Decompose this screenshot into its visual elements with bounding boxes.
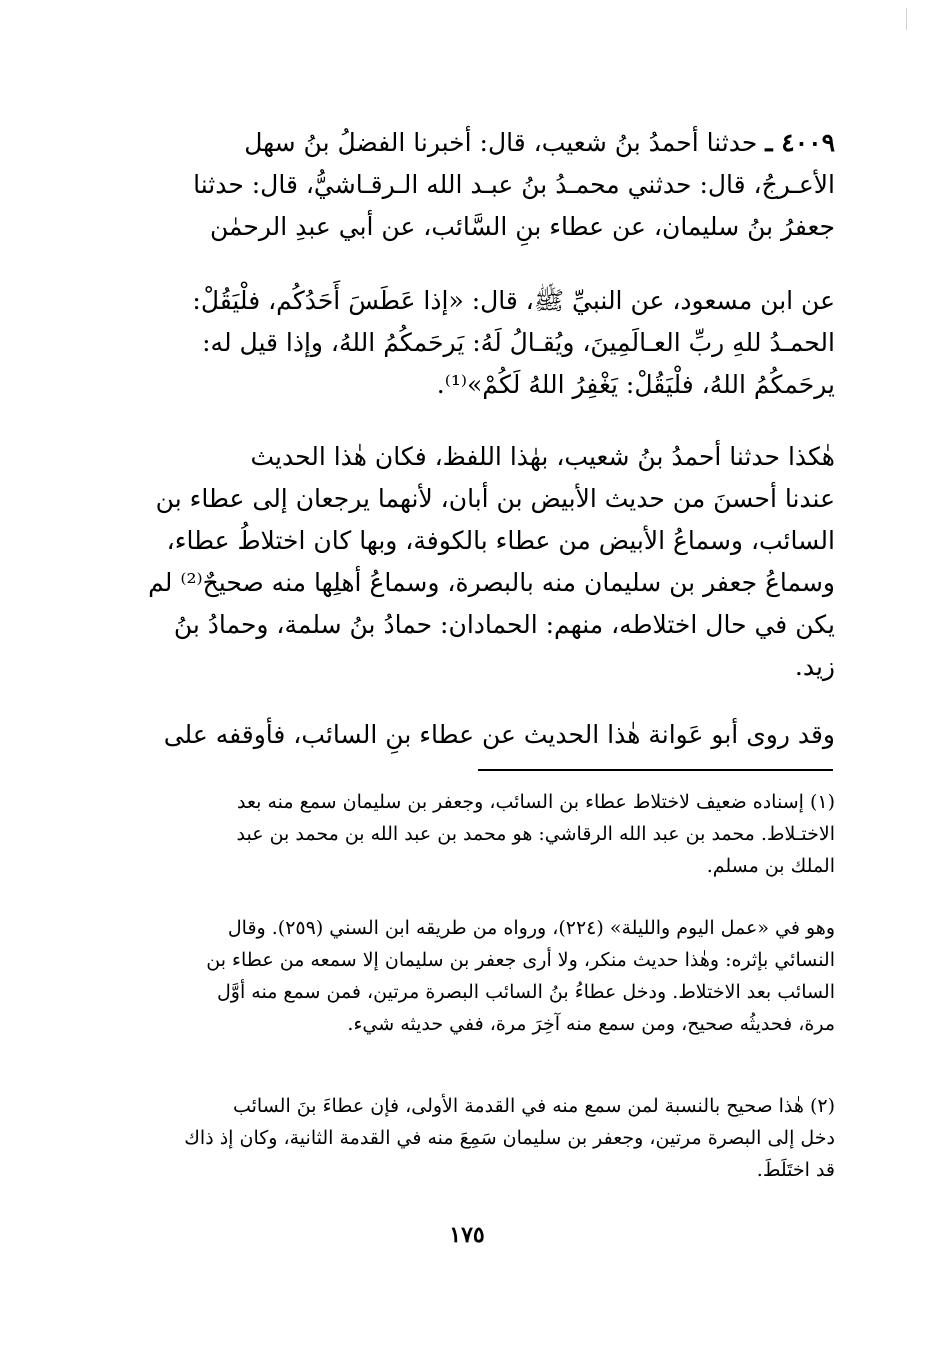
- text-line: الأعـرجُ، قال: حدثني محمـدُ بنُ عبـد الله الـرقـاشيُّ، قال: حدثنا: [193, 170, 835, 199]
- footnote-line: مرة، فحديثُه صحيح، ومن سمع منه آخِرَ مرة، ففي حديثه شيء.: [347, 1013, 835, 1035]
- continuation-paragraph: [130, 714, 835, 756]
- footnote-line: الملك بن مسلم.: [706, 855, 835, 877]
- footnote-line: النسائي بإثره: وهٰذا حديث منكر، ولا أرى جعفر بن سليمان إلا سمعه من عطاء بن: [206, 949, 835, 971]
- text-line: يرحَمكُمُ اللهُ، فلْيَقُلْ: يَغْفِرُ اللهُ لَكُمْ»⁽¹⁾.: [436, 370, 835, 399]
- text-line: زيد.: [794, 652, 835, 681]
- scan-edge-mark: [906, 8, 907, 30]
- footnote-1-continuation: [130, 912, 835, 1040]
- footnote-line: دخل إلى البصرة مرتين، وجعفر بن سليمان سَمِعَ منه في القدمة الثانية، وكان إذ ذاك: [184, 1127, 835, 1149]
- page-number: ١٧٥: [449, 1222, 485, 1248]
- footnote-2: [130, 1090, 835, 1186]
- footnote-line: الاختـلاط. محمد بن عبد الله الرقاشي: هو محمد بن عبد الله بن محمد بن عبد: [236, 823, 835, 845]
- hadith-opening-paragraph: [130, 122, 835, 248]
- text-line: جعفرُ بنُ سليمان، عن عطاء بنِ السَّائب، عن أبي عبدِ الرحمٰن: [209, 212, 835, 241]
- footnote-line: (١) إسناده ضعيف لاختلاط عطاء بن السائب، وجعفر بن سليمان سمع منه بعد: [236, 791, 835, 813]
- hadith-matn-paragraph: [130, 280, 835, 406]
- footnote-separator: [478, 769, 833, 771]
- text-line: [130, 122, 835, 164]
- text-line: الحمـدُ للهِ ربِّ العـالَمِينَ، ويُقـالُ لَهُ: يَرحَمكُمُ اللهُ، وإذا قيل له:: [202, 328, 835, 357]
- footnote-line: وهو في «عمل اليوم والليلة» (٢٢٤)، ورواه من طريقه ابن السني (٢٥٩). وقال: [227, 917, 835, 939]
- text-line-content: حدثنا أحمدُ بنُ شعيب، قال: أخبرنا الفضلُ بنُ سهل: [244, 128, 758, 157]
- commentary-paragraph: [130, 436, 835, 688]
- text-line: هٰكذا حدثنا أحمدُ بنُ شعيب، بهٰذا اللفظ، فكان هٰذا الحديث: [250, 442, 835, 471]
- text-line: وقد روى أبو عَوانة هٰذا الحديث عن عطاء بنِ السائب، فأوقفه على: [163, 720, 835, 749]
- footnote-line: قد اختَلَطَ.: [756, 1159, 835, 1181]
- text-line: وسماعُ جعفر بن سليمان منه بالبصرة، وسماعُ أهلِها منه صحيحٌ⁽²⁾ لم: [148, 568, 835, 597]
- footnote-line: السائب بعد الاختلاط. ودخل عطاءُ بنُ السائب البصرة مرتين، فمن سمع منه أوَّل: [216, 981, 835, 1003]
- text-line: يكن في حال اختلاطه، منهم: الحمادان: حمادُ بنُ سلمة، وحمادُ بنُ: [173, 610, 835, 639]
- footnote-1: [130, 786, 835, 882]
- footnote-line: (٢) هٰذا صحيح بالنسبة لمن سمع منه في القدمة الأولى، فإن عطاءَ بنَ السائب: [232, 1095, 835, 1117]
- text-line: عن ابن مسعود، عن النبيِّ ﷺ، قال: «إذا عَطَسَ أَحَدُكُم، فلْيَقُلْ:: [192, 286, 835, 315]
- text-line: السائب، وسماعُ الأبيض من عطاء بالكوفة، وبها كان اختلاطُ عطاء،: [166, 526, 835, 555]
- text-line: عندنا أحسنَ من حديث الأبيض بن أبان، لأنهما يرجعان إلى عطاء بن: [155, 484, 835, 513]
- hadith-number: ٤٠٠٩ ـ: [765, 128, 835, 157]
